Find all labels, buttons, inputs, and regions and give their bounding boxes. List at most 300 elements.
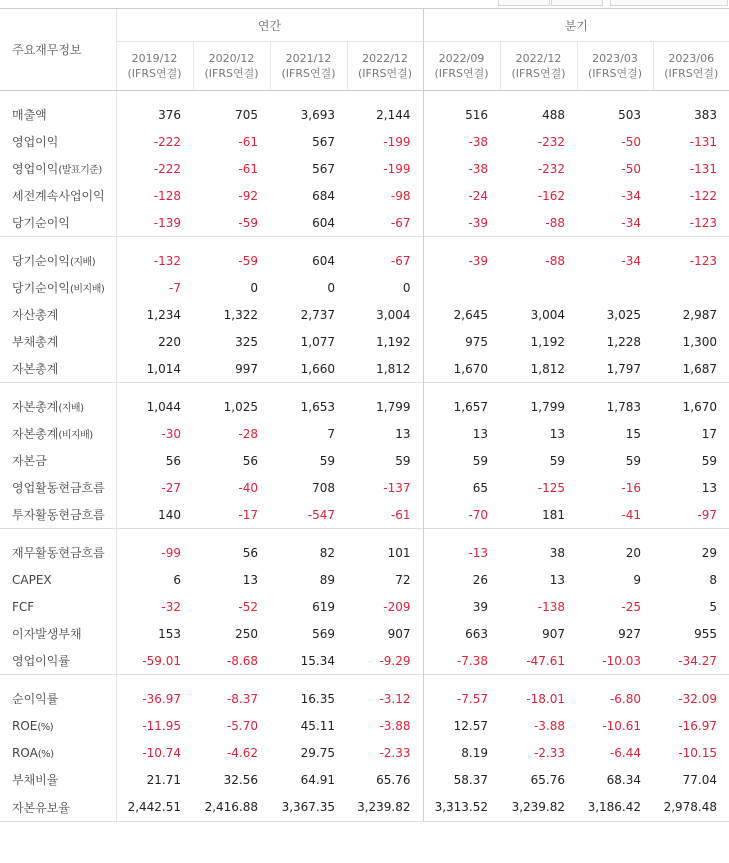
group-header-quarter: 분기 <box>423 9 729 42</box>
row-label-text: 순이익률 <box>12 692 59 706</box>
column-basis: (IFRS연결) <box>434 67 489 80</box>
row-label <box>0 793 116 822</box>
row-label <box>0 447 116 474</box>
row-label <box>0 620 116 647</box>
column-header <box>500 42 577 91</box>
row-label-text: 자본총계 <box>12 427 59 441</box>
table-cell: 15.34 <box>300 653 335 668</box>
table-cell: -232 <box>537 134 565 149</box>
table-cell: 89 <box>319 572 335 587</box>
table-cell: 65 <box>423 474 500 501</box>
table-cell: 955 <box>694 626 717 641</box>
table-cell: 1,300 <box>682 334 717 349</box>
row-label-qualifier: (발표기준) <box>58 165 102 176</box>
table-cell: -10.74 <box>116 739 193 766</box>
table-cell <box>500 274 577 301</box>
table-cell: -61 <box>238 134 258 149</box>
table-cell: -4.62 <box>226 745 258 760</box>
table-cell: -25 <box>621 599 641 614</box>
table-cell: 2,442.51 <box>116 793 193 822</box>
table-cell: 13 <box>701 480 717 495</box>
table-cell: -128 <box>116 182 193 209</box>
table-cell: 503 <box>618 107 641 122</box>
table-cell: -2.33 <box>533 745 565 760</box>
table-cell: 3,186.42 <box>577 793 653 822</box>
table-cell <box>423 274 500 301</box>
table-cell: 975 <box>423 328 500 355</box>
table-cell: -28 <box>238 426 258 441</box>
table-cell: 3,239.82 <box>500 793 577 822</box>
table-cell: -34 <box>621 253 641 268</box>
row-label <box>0 328 116 355</box>
table-row <box>0 447 729 474</box>
table-cell: 13 <box>549 572 565 587</box>
row-label-text: 세전계속사업이익 <box>12 189 105 203</box>
row-label <box>0 647 116 675</box>
table-cell: 684 <box>312 188 335 203</box>
table-row <box>0 101 729 128</box>
table-cell: -137 <box>383 480 411 495</box>
table-cell: 6 <box>116 566 193 593</box>
table-cell: -16 <box>621 480 641 495</box>
table-cell: -6.44 <box>609 745 641 760</box>
table-row <box>0 274 729 301</box>
table-cell: -27 <box>116 474 193 501</box>
table-cell: 9 <box>633 572 641 587</box>
row-label-text: 영업이익 <box>12 135 59 149</box>
table-cell: 39 <box>423 593 500 620</box>
table-cell: 2,416.88 <box>193 793 270 822</box>
table-row <box>0 685 729 712</box>
table-cell: 8 <box>709 572 717 587</box>
row-label-text: 자본유보율 <box>12 800 70 815</box>
table-cell: 1,812 <box>376 361 411 376</box>
row-label-text: 영업이익 <box>12 162 59 176</box>
financial-summary-table <box>0 8 729 822</box>
table-cell: -50 <box>621 161 641 176</box>
row-label-text: 부채비율 <box>12 773 59 787</box>
column-basis: (IFRS연결) <box>204 67 259 80</box>
table-cell: 16.35 <box>300 691 335 706</box>
table-cell: -222 <box>116 128 193 155</box>
table-cell: -7.57 <box>423 685 500 712</box>
row-label <box>0 247 116 274</box>
table-cell: -123 <box>689 215 717 230</box>
table-cell: 59 <box>549 453 565 468</box>
row-label-text: 투자활동현금흐름 <box>12 508 105 522</box>
table-row <box>0 593 729 620</box>
column-basis: (IFRS연결) <box>587 67 643 80</box>
row-label-text: 당기순이익 <box>12 254 70 268</box>
row-label-text: ROA <box>12 745 38 760</box>
table-row <box>0 328 729 355</box>
top-control-1[interactable] <box>498 0 550 6</box>
row-label <box>0 128 116 155</box>
row-label <box>0 739 116 766</box>
table-cell: 250 <box>235 626 258 641</box>
table-cell: -162 <box>537 188 565 203</box>
table-cell: 58.37 <box>423 766 500 793</box>
column-period: 2021/12 <box>285 52 332 65</box>
table-cell: -17 <box>238 507 258 522</box>
row-label-text: 재무활동현금흐름 <box>12 546 105 560</box>
table-cell: -8.37 <box>226 691 258 706</box>
row-label <box>0 539 116 566</box>
column-period: 2023/03 <box>592 52 638 65</box>
table-cell: 663 <box>423 620 500 647</box>
table-cell: -131 <box>689 161 717 176</box>
table-row <box>0 420 729 447</box>
table-cell: -97 <box>697 507 717 522</box>
row-label-text: 당기순이익 <box>12 281 70 295</box>
table-cell: 101 <box>387 545 411 560</box>
table-cell: 3,004 <box>530 307 565 322</box>
row-label-text: 이자발생부채 <box>12 627 82 641</box>
row-label-text: 당기순이익 <box>12 216 70 230</box>
table-row <box>0 739 729 766</box>
table-cell: 2,737 <box>300 307 335 322</box>
row-label-qualifier: (%) <box>37 721 54 733</box>
table-cell: 56 <box>242 545 258 560</box>
row-label-qualifier: (%) <box>37 748 54 760</box>
table-cell: 997 <box>235 361 258 376</box>
table-cell: 13 <box>395 426 411 441</box>
row-label <box>0 712 116 739</box>
table-row <box>0 766 729 793</box>
table-cell: 1,228 <box>606 334 641 349</box>
group-header-annual: 연간 <box>116 9 423 42</box>
row-label <box>0 393 116 420</box>
table-cell: 3,367.35 <box>270 793 347 822</box>
column-period: 2022/09 <box>438 52 485 65</box>
table-cell: -10.61 <box>602 718 641 733</box>
table-cell: 13 <box>242 572 258 587</box>
column-basis: (IFRS연결) <box>127 67 182 80</box>
row-label-qualifier: (비지배) <box>69 284 105 295</box>
table-cell: 619 <box>312 599 335 614</box>
table-cell: 77.04 <box>682 772 717 787</box>
table-cell: -50 <box>621 134 641 149</box>
table-cell: -199 <box>383 161 411 176</box>
table-cell: 0 <box>327 280 335 295</box>
table-row <box>0 539 729 566</box>
table-cell: -70 <box>423 501 500 529</box>
table-cell: -9.29 <box>379 653 411 668</box>
table-cell: -7 <box>116 274 193 301</box>
row-label-qualifier: (지배) <box>69 257 96 268</box>
table-cell: 907 <box>387 626 411 641</box>
table-cell: 59 <box>625 453 641 468</box>
table-cell: 17 <box>701 426 717 441</box>
top-control-3[interactable] <box>610 0 728 6</box>
row-label-text: 부채총계 <box>12 335 59 349</box>
table-row <box>0 647 729 675</box>
table-cell: 8.19 <box>423 739 500 766</box>
table-cell: -547 <box>307 507 335 522</box>
table-cell: -59 <box>238 215 258 230</box>
row-label <box>0 566 116 593</box>
table-cell: 1,783 <box>606 399 641 414</box>
row-label <box>0 355 116 383</box>
column-period: 2022/12 <box>515 52 562 65</box>
row-label <box>0 474 116 501</box>
column-period: 2020/12 <box>208 52 255 65</box>
table-cell: -209 <box>383 599 411 614</box>
row-label-text: 자산총계 <box>12 308 59 322</box>
table-cell: 140 <box>116 501 193 529</box>
table-cell: 3,239.82 <box>347 793 423 822</box>
table-cell: 32.56 <box>223 772 258 787</box>
table-cell: 2,978.48 <box>653 793 729 822</box>
table-row <box>0 301 729 328</box>
table-cell: 516 <box>423 101 500 128</box>
table-cell: 1,657 <box>423 393 500 420</box>
table-row <box>0 209 729 237</box>
table-cell: 26 <box>423 566 500 593</box>
table-cell: -16.97 <box>678 718 717 733</box>
row-label <box>0 685 116 712</box>
row-label <box>0 155 116 182</box>
column-period: 2023/06 <box>668 52 715 65</box>
table-cell: 20 <box>625 545 641 560</box>
row-label <box>0 501 116 529</box>
table-cell: 1,797 <box>606 361 641 376</box>
table-cell: 1,025 <box>223 399 258 414</box>
table-cell: 376 <box>116 101 193 128</box>
table-cell: -67 <box>390 253 411 268</box>
table-cell: -34.27 <box>678 653 717 668</box>
table-cell: 72 <box>395 572 411 587</box>
table-cell: -59 <box>238 253 258 268</box>
table-cell: 1,234 <box>116 301 193 328</box>
table-cell: 13 <box>423 420 500 447</box>
table-cell: 1,044 <box>116 393 193 420</box>
table-cell: 56 <box>116 447 193 474</box>
table-cell: -61 <box>390 507 411 522</box>
table-cell: 82 <box>319 545 335 560</box>
label-header: 주요재무정보 <box>0 9 116 91</box>
table-cell: -99 <box>116 539 193 566</box>
table-cell: 0 <box>402 280 411 295</box>
table-row <box>0 566 729 593</box>
column-header <box>423 42 500 91</box>
table-row <box>0 155 729 182</box>
table-row <box>0 247 729 274</box>
table-cell: 604 <box>312 215 335 230</box>
table-cell: 1,799 <box>376 399 411 414</box>
table-cell: -18.01 <box>526 691 565 706</box>
table-cell: -47.61 <box>526 653 565 668</box>
table-cell: 604 <box>312 253 335 268</box>
table-cell: -7.38 <box>423 647 500 675</box>
table-cell: -61 <box>238 161 258 176</box>
row-label <box>0 420 116 447</box>
table-cell: -125 <box>537 480 565 495</box>
table-cell: 3,004 <box>376 307 411 322</box>
table-cell: -13 <box>423 539 500 566</box>
table-cell: 153 <box>116 620 193 647</box>
table-cell: -24 <box>423 182 500 209</box>
table-cell: 927 <box>618 626 641 641</box>
table-cell: 45.11 <box>300 718 335 733</box>
column-header <box>577 42 653 91</box>
table-cell: -40 <box>238 480 258 495</box>
table-cell: 15 <box>625 426 641 441</box>
table-cell: -39 <box>423 247 500 274</box>
table-cell: 59 <box>395 453 411 468</box>
table-row <box>0 793 729 822</box>
table-row <box>0 182 729 209</box>
table-cell: 705 <box>235 107 258 122</box>
row-label-qualifier: (비지배) <box>58 430 93 441</box>
row-label <box>0 593 116 620</box>
table-cell: -122 <box>689 188 717 203</box>
table-cell: -88 <box>545 215 565 230</box>
table-cell: 65.76 <box>530 772 565 787</box>
column-basis: (IFRS연결) <box>281 67 336 80</box>
table-cell: 3,313.52 <box>423 793 500 822</box>
top-control-2[interactable] <box>551 0 603 6</box>
table-cell: -36.97 <box>116 685 193 712</box>
column-header <box>270 42 347 91</box>
table-cell: 325 <box>235 334 258 349</box>
table-row <box>0 712 729 739</box>
table-cell: -32 <box>116 593 193 620</box>
table-row <box>0 355 729 383</box>
column-basis: (IFRS연결) <box>357 67 413 80</box>
row-label-text: 영업활동현금흐름 <box>12 481 105 495</box>
table-cell: -34 <box>621 215 641 230</box>
table-cell: 567 <box>312 134 335 149</box>
table-cell: 59 <box>701 453 717 468</box>
table-cell: -139 <box>116 209 193 237</box>
table-row <box>0 474 729 501</box>
table-cell: 1,670 <box>682 399 717 414</box>
table-cell: -88 <box>545 253 565 268</box>
row-label <box>0 209 116 237</box>
table-cell <box>577 274 653 301</box>
table-cell: -39 <box>423 209 500 237</box>
table-cell: -131 <box>689 134 717 149</box>
row-label-text: ROE <box>12 718 38 733</box>
table-cell: -3.88 <box>379 718 411 733</box>
table-cell: -98 <box>390 188 411 203</box>
table-cell: 1,192 <box>530 334 565 349</box>
table-cell: -2.33 <box>379 745 411 760</box>
column-basis: (IFRS연결) <box>511 67 566 80</box>
table-row <box>0 128 729 155</box>
table-cell: -138 <box>537 599 565 614</box>
table-cell: 56 <box>242 453 258 468</box>
table-cell: -123 <box>689 253 717 268</box>
table-cell: 1,192 <box>376 334 411 349</box>
table-cell: -67 <box>390 215 411 230</box>
column-period: 2019/12 <box>131 52 178 65</box>
row-label-text: 영업이익률 <box>12 654 70 668</box>
row-label-text: 매출액 <box>12 108 47 122</box>
table-cell: -5.70 <box>226 718 258 733</box>
table-cell: 907 <box>542 626 565 641</box>
table-cell: 3,025 <box>606 307 641 322</box>
table-cell: 488 <box>542 107 565 122</box>
table-cell: -52 <box>238 599 258 614</box>
column-basis: (IFRS연결) <box>664 67 719 80</box>
row-label <box>0 766 116 793</box>
table-cell: -59.01 <box>116 647 193 675</box>
row-label-qualifier: (지배) <box>58 403 84 414</box>
row-label <box>0 301 116 328</box>
table-cell: 1,799 <box>530 399 565 414</box>
table-cell: -34 <box>621 188 641 203</box>
table-cell: 2,987 <box>682 307 717 322</box>
column-header <box>116 42 193 91</box>
table-cell: -38 <box>423 155 500 182</box>
table-cell: 1,660 <box>300 361 335 376</box>
table-row <box>0 393 729 420</box>
table-cell: 3,693 <box>300 107 335 122</box>
row-label-text: CAPEX <box>12 572 52 587</box>
table-cell: -10.03 <box>602 653 641 668</box>
table-cell: -8.68 <box>226 653 258 668</box>
table-cell: -3.88 <box>533 718 565 733</box>
table-cell: 0 <box>250 280 258 295</box>
table-cell: 7 <box>327 426 335 441</box>
table-cell: -30 <box>116 420 193 447</box>
table-cell: 1,687 <box>682 361 717 376</box>
table-cell: 12.57 <box>423 712 500 739</box>
table-cell: -199 <box>383 134 411 149</box>
table-cell: 383 <box>694 107 717 122</box>
table-cell: 181 <box>542 507 565 522</box>
table-cell: -38 <box>423 128 500 155</box>
row-label <box>0 182 116 209</box>
table-cell: -222 <box>116 155 193 182</box>
table-cell: -92 <box>238 188 258 203</box>
table-row <box>0 501 729 529</box>
table-cell: 569 <box>312 626 335 641</box>
table-cell: -132 <box>116 247 193 274</box>
table-cell: -232 <box>537 161 565 176</box>
table-cell: 1,812 <box>530 361 565 376</box>
column-header <box>653 42 729 91</box>
table-cell: -11.95 <box>116 712 193 739</box>
table-cell: 65.76 <box>376 772 411 787</box>
row-label-text: FCF <box>12 599 35 614</box>
table-cell: 29.75 <box>300 745 335 760</box>
table-cell: 38 <box>549 545 565 560</box>
table-cell: 13 <box>549 426 565 441</box>
column-period: 2022/12 <box>362 52 408 65</box>
row-label-text: 자본총계 <box>12 400 59 414</box>
row-label-text: 자본총계 <box>12 362 59 376</box>
table-cell: 5 <box>709 599 717 614</box>
table-cell: 1,670 <box>423 355 500 383</box>
column-header <box>193 42 270 91</box>
column-header <box>347 42 423 91</box>
table-cell: 21.71 <box>116 766 193 793</box>
table-cell: -6.80 <box>609 691 641 706</box>
table-cell: 2,144 <box>376 107 411 122</box>
table-cell: 64.91 <box>300 772 335 787</box>
table-row <box>0 620 729 647</box>
table-cell: 1,322 <box>223 307 258 322</box>
table-cell: 567 <box>312 161 335 176</box>
table-cell: -41 <box>621 507 641 522</box>
table-cell: 708 <box>312 480 335 495</box>
table-cell: -32.09 <box>678 691 717 706</box>
row-label <box>0 274 116 301</box>
table-cell: 29 <box>701 545 717 560</box>
